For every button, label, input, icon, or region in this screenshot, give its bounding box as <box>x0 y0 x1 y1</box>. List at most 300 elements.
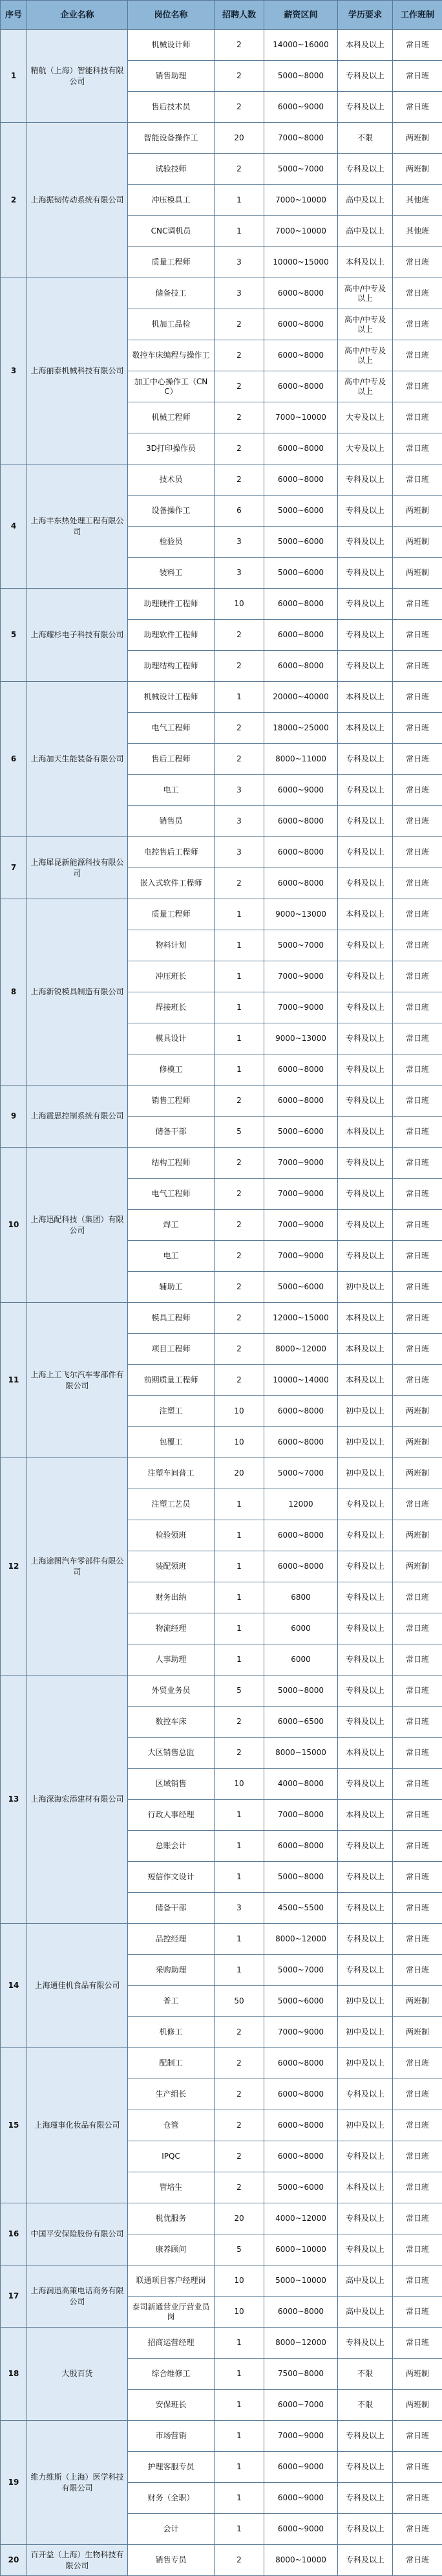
job-position: 品控经理 <box>128 1924 215 1955</box>
job-headcount: 2 <box>215 92 264 123</box>
job-education: 专科及以上 <box>338 806 393 837</box>
job-education: 初中及以上 <box>338 1986 393 2017</box>
table-row <box>1 2421 442 2452</box>
table-row <box>1 837 442 868</box>
job-shift: 常日班 <box>393 899 442 930</box>
job-headcount: 1 <box>215 1023 264 1054</box>
job-education: 不限 <box>338 2359 393 2390</box>
job-headcount: 10 <box>215 1427 264 1458</box>
header-shift: 工作班制 <box>393 1 442 30</box>
job-shift: 常日班 <box>393 992 442 1023</box>
job-salary: 4000~12000 <box>264 2203 338 2234</box>
job-salary: 5000~6000 <box>264 527 338 558</box>
job-education: 不限 <box>338 123 393 154</box>
job-position: 检验领班 <box>128 1520 215 1551</box>
job-headcount: 2 <box>215 340 264 371</box>
company-name: 上海丰东热处理工程有限公司 <box>27 464 128 589</box>
table-row <box>1 464 442 496</box>
job-shift: 常日班 <box>393 806 442 837</box>
job-headcount: 2 <box>215 2048 264 2079</box>
job-salary: 7000~9000 <box>264 2421 338 2452</box>
job-headcount: 5 <box>215 2234 264 2265</box>
job-headcount: 2 <box>215 620 264 651</box>
job-headcount: 1 <box>215 1551 264 1582</box>
job-shift: 常日班 <box>393 61 442 92</box>
table-row <box>1 899 442 930</box>
job-shift: 常日班 <box>393 2545 442 2576</box>
job-education: 专科及以上 <box>338 1551 393 1582</box>
job-salary: 7000~9000 <box>264 1210 338 1241</box>
job-education: 专科及以上 <box>338 1023 393 1054</box>
job-headcount: 1 <box>215 2452 264 2483</box>
job-headcount: 5 <box>215 1675 264 1707</box>
job-salary: 6000~8000 <box>264 309 338 340</box>
job-position: 会计 <box>128 2514 215 2545</box>
job-shift: 常日班 <box>393 1613 442 1644</box>
job-shift: 常日班 <box>393 1800 442 1831</box>
job-shift: 常日班 <box>393 2328 442 2359</box>
job-shift: 常日班 <box>393 651 442 682</box>
company-name: 上海耀杉电子科技有限公司 <box>27 589 128 682</box>
job-shift: 常日班 <box>393 1769 442 1800</box>
job-salary: 6000~8000 <box>264 1427 338 1458</box>
job-headcount: 10 <box>215 1769 264 1800</box>
job-headcount: 2 <box>215 154 264 185</box>
table-row <box>1 123 442 154</box>
company-seq: 16 <box>1 2203 27 2265</box>
job-salary: 6000~8000 <box>264 464 338 496</box>
job-education: 专科及以上 <box>338 1707 393 1738</box>
job-position: 人事助理 <box>128 1644 215 1675</box>
job-headcount: 1 <box>215 1831 264 1862</box>
job-position: 注塑车间普工 <box>128 1458 215 1489</box>
job-position: 检验员 <box>128 527 215 558</box>
job-headcount: 2 <box>215 1086 264 1117</box>
job-shift: 常日班 <box>393 1210 442 1241</box>
job-headcount: 3 <box>215 278 264 309</box>
job-salary: 6000~8000 <box>264 2141 338 2172</box>
job-headcount: 1 <box>215 2514 264 2545</box>
job-position: 护理客服专员 <box>128 2452 215 2483</box>
job-education: 专科及以上 <box>338 837 393 868</box>
job-shift: 常日班 <box>393 589 442 620</box>
job-shift: 两班制 <box>393 2017 442 2048</box>
job-salary: 6000~8000 <box>264 2110 338 2141</box>
header-headcount: 招聘人数 <box>215 1 264 30</box>
job-position: 联通项目客户经理岗 <box>128 2265 215 2297</box>
job-headcount: 2 <box>215 1241 264 1272</box>
company-seq: 7 <box>1 837 27 899</box>
job-shift: 两班制 <box>393 1551 442 1582</box>
job-headcount: 1 <box>215 2359 264 2390</box>
company-name: 上海震思控制系统有限公司 <box>27 1086 128 1148</box>
job-position: 管培生 <box>128 2172 215 2203</box>
job-headcount: 2 <box>215 371 264 402</box>
job-salary: 10000~15000 <box>264 247 338 278</box>
job-education: 本科及以上 <box>338 1738 393 1769</box>
job-position: 数控车床编程与操作工 <box>128 340 215 371</box>
job-salary: 5000~8000 <box>264 61 338 92</box>
job-education: 本科及以上 <box>338 682 393 713</box>
company-name: 维力维斯（上海）医学科技有限公司 <box>27 2421 128 2545</box>
job-position: 采购助理 <box>128 1955 215 1986</box>
header-education: 学历要求 <box>338 1 393 30</box>
job-salary: 6000~6500 <box>264 1707 338 1738</box>
job-shift: 常日班 <box>393 1924 442 1955</box>
job-headcount: 1 <box>215 992 264 1023</box>
company-name: 上海新锐模具制造有限公司 <box>27 899 128 1086</box>
job-salary: 7000~10000 <box>264 185 338 216</box>
job-salary: 6000~8000 <box>264 2297 338 2328</box>
table-row <box>1 1675 442 1707</box>
job-headcount: 1 <box>215 1955 264 1986</box>
company-seq: 13 <box>1 1675 27 1924</box>
job-position: 嵌入式软件工程师 <box>128 868 215 899</box>
job-headcount: 3 <box>215 247 264 278</box>
job-position: 生产组长 <box>128 2079 215 2110</box>
job-salary: 7500~8000 <box>264 2359 338 2390</box>
job-position: 助理硬件工程师 <box>128 589 215 620</box>
job-shift: 常日班 <box>393 713 442 744</box>
job-salary: 6000~8000 <box>264 868 338 899</box>
job-education: 本科及以上 <box>338 1334 393 1365</box>
job-shift: 常日班 <box>393 1582 442 1613</box>
job-education: 初中及以上 <box>338 2110 393 2141</box>
job-shift: 常日班 <box>393 1179 442 1210</box>
job-education: 专科及以上 <box>338 651 393 682</box>
job-shift: 两班制 <box>393 1458 442 1489</box>
job-headcount: 2 <box>215 2172 264 2203</box>
job-education: 高中及以上 <box>338 185 393 216</box>
job-salary: 4500~5500 <box>264 1893 338 1924</box>
company-name: 大殷百货 <box>27 2328 128 2421</box>
job-shift: 其他班 <box>393 216 442 247</box>
job-headcount: 2 <box>215 2141 264 2172</box>
table-row <box>1 1148 442 1179</box>
job-headcount: 10 <box>215 589 264 620</box>
job-education: 高中/中专及以上 <box>338 278 393 309</box>
job-salary: 7000~9000 <box>264 992 338 1023</box>
job-position: 区域销售 <box>128 1769 215 1800</box>
job-education: 专科及以上 <box>338 2234 393 2265</box>
job-education: 本科及以上 <box>338 1117 393 1148</box>
job-shift: 常日班 <box>393 1148 442 1179</box>
job-position: 售后技术员 <box>128 92 215 123</box>
job-position: 助理结构工程师 <box>128 651 215 682</box>
job-position: 项目工程师 <box>128 1334 215 1365</box>
job-education: 专科及以上 <box>338 775 393 806</box>
job-headcount: 3 <box>215 837 264 868</box>
job-salary: 12000~15000 <box>264 1303 338 1334</box>
job-position: 机加工品检 <box>128 309 215 340</box>
job-headcount: 2 <box>215 1707 264 1738</box>
job-position: 物料计划 <box>128 930 215 961</box>
job-headcount: 2 <box>215 744 264 775</box>
job-position: 大区销售总监 <box>128 1738 215 1769</box>
job-headcount: 1 <box>215 1520 264 1551</box>
job-education: 专科及以上 <box>338 1893 393 1924</box>
job-headcount: 2 <box>215 2079 264 2110</box>
job-education: 初中及以上 <box>338 1396 393 1427</box>
company-name: 上海深海宏添建材有限公司 <box>27 1675 128 1924</box>
job-education: 本科及以上 <box>338 30 393 61</box>
job-headcount: 1 <box>215 185 264 216</box>
job-education: 专科及以上 <box>338 1241 393 1272</box>
job-salary: 6000~8000 <box>264 1054 338 1086</box>
job-shift: 常日班 <box>393 744 442 775</box>
job-position: 储备技工 <box>128 278 215 309</box>
job-headcount: 2 <box>215 651 264 682</box>
job-shift: 常日班 <box>393 1272 442 1303</box>
job-shift: 两班制 <box>393 1427 442 1458</box>
job-position: 总账会计 <box>128 1831 215 1862</box>
job-salary: 8000~12000 <box>264 2328 338 2359</box>
job-headcount: 1 <box>215 1613 264 1644</box>
job-position: 模具工程师 <box>128 1303 215 1334</box>
job-salary: 7000~9000 <box>264 1179 338 1210</box>
job-salary: 20000~40000 <box>264 682 338 713</box>
table-body <box>1 30 442 2576</box>
job-salary: 5000~6000 <box>264 1986 338 2017</box>
company-seq: 9 <box>1 1086 27 1148</box>
job-salary: 6000~9000 <box>264 2514 338 2545</box>
job-salary: 5000~6000 <box>264 2172 338 2203</box>
job-shift: 常日班 <box>393 682 442 713</box>
job-headcount: 1 <box>215 2483 264 2514</box>
job-position: 机械工程师 <box>128 402 215 433</box>
job-education: 本科及以上 <box>338 247 393 278</box>
company-seq: 11 <box>1 1303 27 1458</box>
job-salary: 5000~6000 <box>264 496 338 527</box>
job-position: 加工中心操作工（CNC） <box>128 371 215 402</box>
job-headcount: 6 <box>215 496 264 527</box>
job-position: 注塑工 <box>128 1396 215 1427</box>
company-seq: 8 <box>1 899 27 1086</box>
job-position: 销售助理 <box>128 61 215 92</box>
header-position: 岗位名称 <box>128 1 215 30</box>
company-seq: 12 <box>1 1458 27 1675</box>
job-position: 质量工程师 <box>128 899 215 930</box>
job-position: 外贸业务员 <box>128 1675 215 1707</box>
job-shift: 常日班 <box>393 1831 442 1862</box>
job-shift: 两班制 <box>393 1520 442 1551</box>
company-seq: 5 <box>1 589 27 682</box>
job-shift: 常日班 <box>393 1675 442 1707</box>
job-education: 专科及以上 <box>338 1675 393 1707</box>
job-headcount: 2 <box>215 1179 264 1210</box>
job-headcount: 50 <box>215 1986 264 2017</box>
job-shift: 常日班 <box>393 2203 442 2234</box>
job-education: 专科及以上 <box>338 1644 393 1675</box>
job-position: 售后工程师 <box>128 744 215 775</box>
job-headcount: 1 <box>215 1862 264 1893</box>
job-headcount: 2 <box>215 309 264 340</box>
job-headcount: 2 <box>215 868 264 899</box>
job-education: 专科及以上 <box>338 1489 393 1520</box>
job-shift: 两班制 <box>393 154 442 185</box>
job-salary: 8000~11000 <box>264 744 338 775</box>
table-row <box>1 1458 442 1489</box>
company-name: 上海途图汽车零部件有限公司 <box>27 1458 128 1675</box>
job-salary: 6000 <box>264 1613 338 1644</box>
job-salary: 7000~10000 <box>264 216 338 247</box>
job-education: 专科及以上 <box>338 2203 393 2234</box>
job-shift: 两班制 <box>393 123 442 154</box>
job-shift: 常日班 <box>393 2297 442 2328</box>
job-position: 康养顾问 <box>128 2234 215 2265</box>
job-headcount: 1 <box>215 1644 264 1675</box>
job-shift: 常日班 <box>393 30 442 61</box>
job-position: 修模工 <box>128 1054 215 1086</box>
job-shift: 常日班 <box>393 2172 442 2203</box>
job-shift: 常日班 <box>393 2079 442 2110</box>
job-shift: 常日班 <box>393 1334 442 1365</box>
job-salary: 5000~8000 <box>264 1675 338 1707</box>
job-position: 设备操作工 <box>128 496 215 527</box>
job-education: 专科及以上 <box>338 868 393 899</box>
job-position: 装配领班 <box>128 1551 215 1582</box>
job-position: 智能设备操作工 <box>128 123 215 154</box>
job-salary: 7000~9000 <box>264 1148 338 1179</box>
job-headcount: 1 <box>215 1489 264 1520</box>
job-shift: 常日班 <box>393 868 442 899</box>
job-position: 冲压班长 <box>128 961 215 992</box>
job-salary: 6000~9000 <box>264 2452 338 2483</box>
job-headcount: 3 <box>215 558 264 589</box>
job-education: 专科及以上 <box>338 1955 393 1986</box>
job-education: 专科及以上 <box>338 1831 393 1862</box>
job-shift: 常日班 <box>393 92 442 123</box>
company-name: 百开益（上海）生物科技有限公司 <box>27 2545 128 2576</box>
company-seq: 10 <box>1 1148 27 1303</box>
job-headcount: 2 <box>215 30 264 61</box>
job-salary: 7000~9000 <box>264 961 338 992</box>
company-seq: 17 <box>1 2265 27 2328</box>
job-shift: 常日班 <box>393 247 442 278</box>
job-education: 专科及以上 <box>338 1769 393 1800</box>
job-shift: 常日班 <box>393 1893 442 1924</box>
job-education: 专科及以上 <box>338 2328 393 2359</box>
job-headcount: 2 <box>215 1303 264 1334</box>
job-headcount: 2 <box>215 1272 264 1303</box>
job-shift: 两班制 <box>393 558 442 589</box>
job-position: 电工 <box>128 1241 215 1272</box>
job-salary: 14000~16000 <box>264 30 338 61</box>
job-salary: 6000~8000 <box>264 2048 338 2079</box>
job-shift: 常日班 <box>393 2234 442 2265</box>
company-name: 中国平安保险股份有限公司 <box>27 2203 128 2265</box>
job-shift: 常日班 <box>393 930 442 961</box>
job-education: 专科及以上 <box>338 92 393 123</box>
job-shift: 常日班 <box>393 2048 442 2079</box>
job-headcount: 1 <box>215 1582 264 1613</box>
job-shift: 常日班 <box>393 1644 442 1675</box>
job-salary: 8000~10000 <box>264 2545 338 2576</box>
job-shift: 常日班 <box>393 1365 442 1396</box>
job-education: 专科及以上 <box>338 1520 393 1551</box>
job-education: 本科及以上 <box>338 713 393 744</box>
company-name: 上海通佳机食品有限公司 <box>27 1924 128 2048</box>
job-shift: 常日班 <box>393 1303 442 1334</box>
job-shift: 常日班 <box>393 1738 442 1769</box>
job-position: 市场营销 <box>128 2421 215 2452</box>
job-headcount: 2 <box>215 2017 264 2048</box>
job-shift: 常日班 <box>393 371 442 402</box>
job-education: 专科及以上 <box>338 1086 393 1117</box>
job-position: 机修工 <box>128 2017 215 2048</box>
job-headcount: 2 <box>215 1738 264 1769</box>
job-salary: 5000~10000 <box>264 2265 338 2297</box>
job-headcount: 20 <box>215 1458 264 1489</box>
header-salary: 薪资区间 <box>264 1 338 30</box>
job-salary: 10000~14000 <box>264 1365 338 1396</box>
job-education: 专科及以上 <box>338 558 393 589</box>
job-shift: 两班制 <box>393 527 442 558</box>
company-seq: 3 <box>1 278 27 464</box>
job-education: 专科及以上 <box>338 2079 393 2110</box>
table-row <box>1 589 442 620</box>
job-headcount: 10 <box>215 1396 264 1427</box>
job-position: 销售员 <box>128 806 215 837</box>
job-education: 专科及以上 <box>338 2452 393 2483</box>
job-education: 专科及以上 <box>338 1862 393 1893</box>
job-position: 安保班长 <box>128 2390 215 2421</box>
job-salary: 9000~13000 <box>264 1023 338 1054</box>
job-headcount: 2 <box>215 1148 264 1179</box>
job-position: 销售工程师 <box>128 1086 215 1117</box>
job-position: 装料工 <box>128 558 215 589</box>
job-education: 专科及以上 <box>338 154 393 185</box>
job-headcount: 1 <box>215 216 264 247</box>
job-salary: 6000~10000 <box>264 2234 338 2265</box>
job-education: 初中及以上 <box>338 1272 393 1303</box>
job-salary: 12000 <box>264 1489 338 1520</box>
job-position: CNC调机员 <box>128 216 215 247</box>
job-shift: 常日班 <box>393 2141 442 2172</box>
company-seq: 2 <box>1 123 27 278</box>
job-education: 初中及以上 <box>338 2017 393 2048</box>
job-headcount: 1 <box>215 930 264 961</box>
job-salary: 5000~8000 <box>264 1862 338 1893</box>
company-seq: 19 <box>1 2421 27 2545</box>
job-position: 电气工程师 <box>128 1179 215 1210</box>
job-salary: 6000~8000 <box>264 806 338 837</box>
job-shift: 两班制 <box>393 2390 442 2421</box>
job-headcount: 2 <box>215 402 264 433</box>
job-headcount: 2 <box>215 713 264 744</box>
company-name: 上海丽泰机械科技有限公司 <box>27 278 128 464</box>
job-headcount: 1 <box>215 2421 264 2452</box>
job-salary: 7000~9000 <box>264 2017 338 2048</box>
company-name: 上海犀昆新能源科技有限公司 <box>27 837 128 899</box>
job-headcount: 5 <box>215 1117 264 1148</box>
job-shift: 常日班 <box>393 433 442 464</box>
job-education: 专科及以上 <box>338 620 393 651</box>
table-row <box>1 2545 442 2576</box>
job-salary: 6000~9000 <box>264 775 338 806</box>
job-salary: 6000~8000 <box>264 837 338 868</box>
job-salary: 7000~8000 <box>264 123 338 154</box>
company-seq: 4 <box>1 464 27 589</box>
job-shift: 常日班 <box>393 1117 442 1148</box>
table-row <box>1 2328 442 2359</box>
job-salary: 6000 <box>264 1644 338 1675</box>
job-position: 招商运营经理 <box>128 2328 215 2359</box>
job-salary: 6000~8000 <box>264 1831 338 1862</box>
job-education: 专科及以上 <box>338 464 393 496</box>
job-education: 专科及以上 <box>338 61 393 92</box>
job-shift: 常日班 <box>393 2265 442 2297</box>
